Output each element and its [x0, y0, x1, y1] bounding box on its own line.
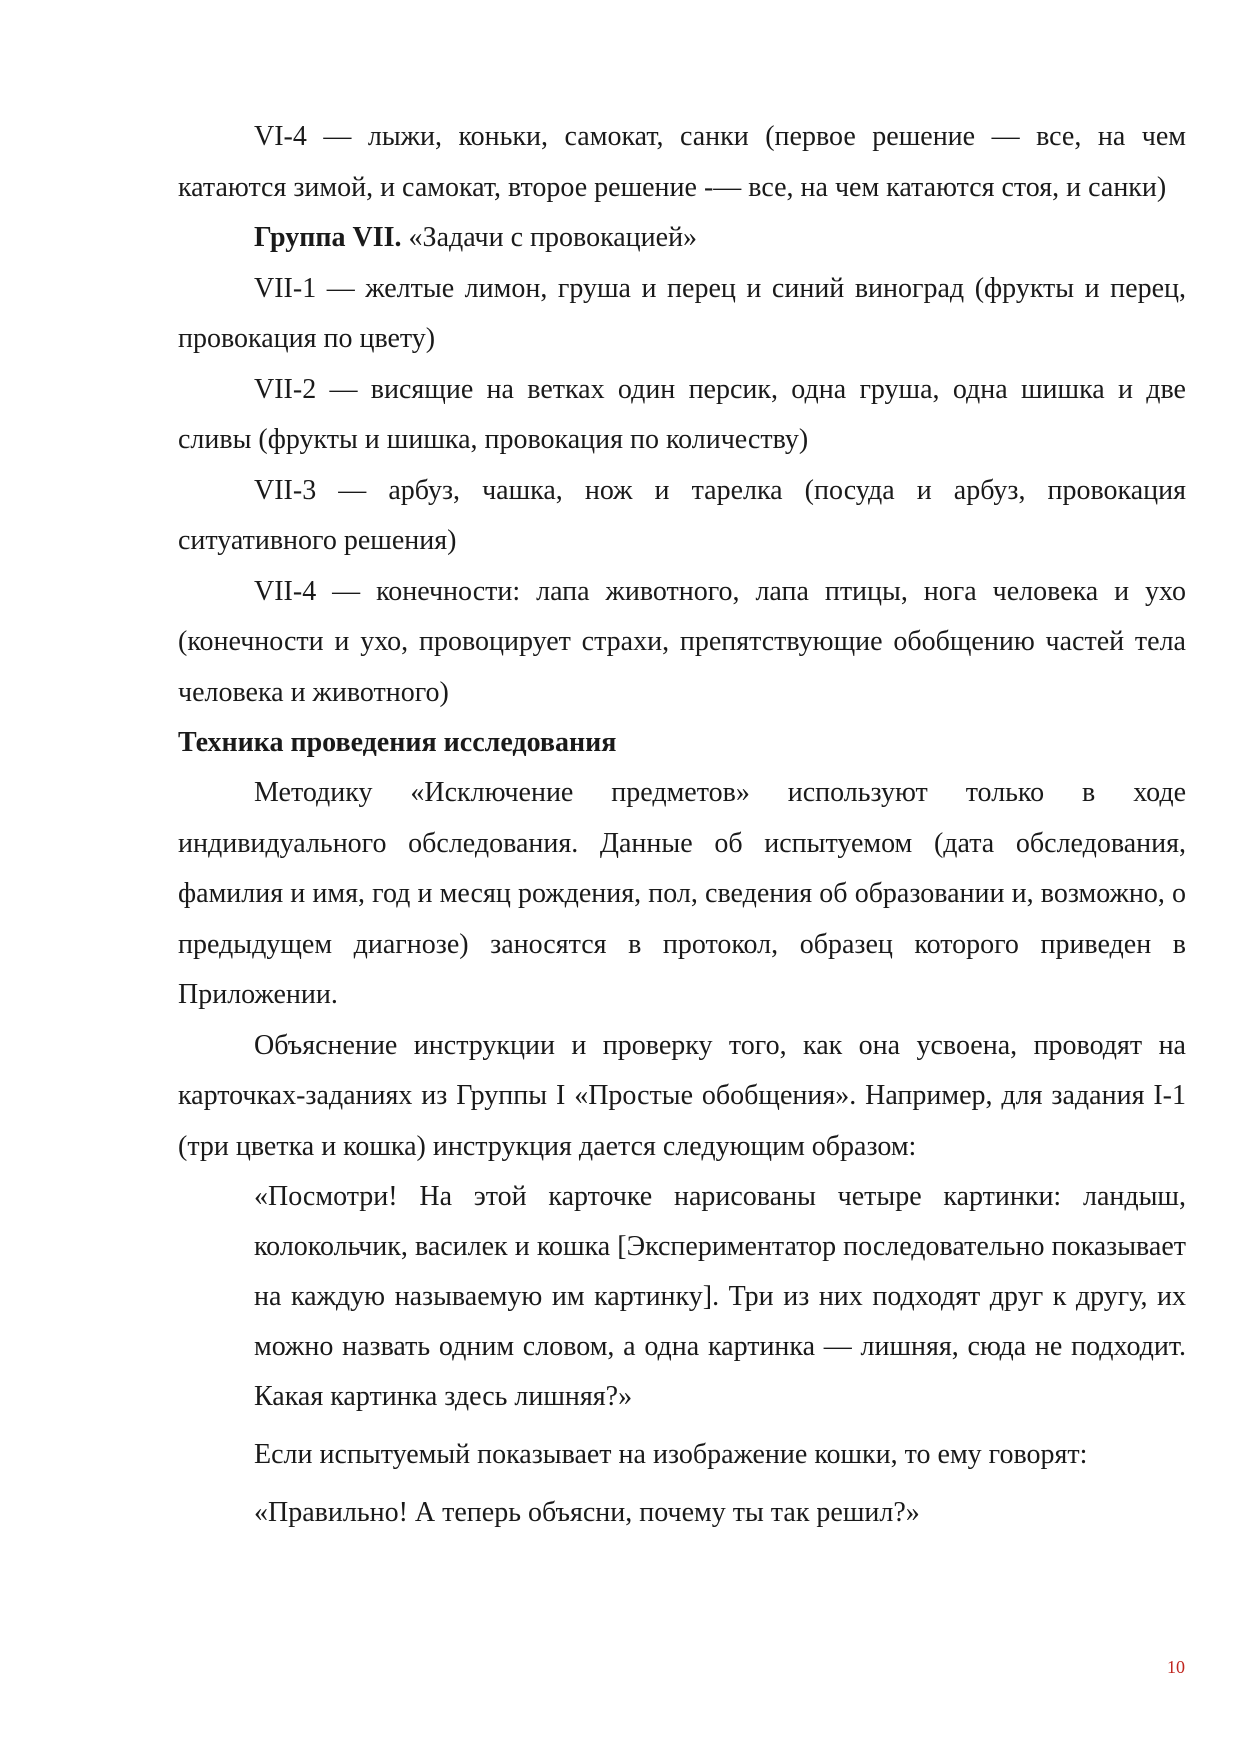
section-heading: Техника проведения исследования: [178, 727, 617, 758]
page-number: 10: [1167, 1657, 1185, 1677]
quote-instruction: «Посмотри! На этой карточке нарисованы четыре картинки: ландыш, колокольчик, василек и кошка [Экспериментатор последовательно показывает на каждую называемую им картинку]. Три из них подходят друг к другу, их можно назвать одним словом, а одна картинка — лишняя, сюда не подходит. Какая картинка здесь лишняя?»: [254, 1181, 1186, 1412]
group-vii-heading: [178, 213, 1186, 264]
quote-if-correct: Если испытуемый показывает на изображение кошки, то ему говорят:: [254, 1439, 1088, 1470]
paragraph-method: Методику «Исключение предметов» используют только в ходе индивидуального обследования. Данные об испытуемом (дата обследования, фамилия и имя, год и месяц рождения, пол, сведения об образовании и, возможно, о предыдущем диагнозе) заносятся в протокол, образец которого приведен в Приложении.: [178, 777, 1186, 1010]
group-vii-label: Группа VII.: [254, 222, 402, 253]
paragraph-vii-3: VII-3 — арбуз, чашка, нож и тарелка (посуда и арбуз, провокация ситуативного решения): [178, 474, 1186, 556]
paragraph-vii-2: VII-2 — висящие на ветках один персик, одна груша, одна шишка и две сливы (фрукты и шишка, провокация по количеству): [178, 373, 1186, 455]
paragraph-vi-4: VI-4 — лыжи, коньки, самокат, санки (первое решение — все, на чем катаются зимой, и самокат, второе решение -— все, на чем катаются стоя, и санки): [178, 121, 1186, 203]
quote-explain: «Правильно! А теперь объясни, почему ты так решил?»: [254, 1497, 920, 1528]
paragraph-vii-1: VII-1 — желтые лимон, груша и перец и синий виноград (фрукты и перец, провокация по цвету): [178, 272, 1186, 354]
page-content: [178, 112, 1186, 1538]
paragraph-instruction: Объяснение инструкции и проверку того, как она усвоена, проводят на карточках-заданиях из Группы I «Простые обобщения». Например, для задания I-1 (три цветка и кошка) инструкция дается следующим образом:: [178, 1029, 1186, 1162]
paragraph-vii-4: VII-4 — конечности: лапа животного, лапа птицы, нога человека и ухо (конечности и ухо, провоцирует страхи, препятствующие обобщению частей тела человека и животного): [178, 575, 1186, 708]
group-vii-title: «Задачи с провокацией»: [401, 222, 698, 253]
